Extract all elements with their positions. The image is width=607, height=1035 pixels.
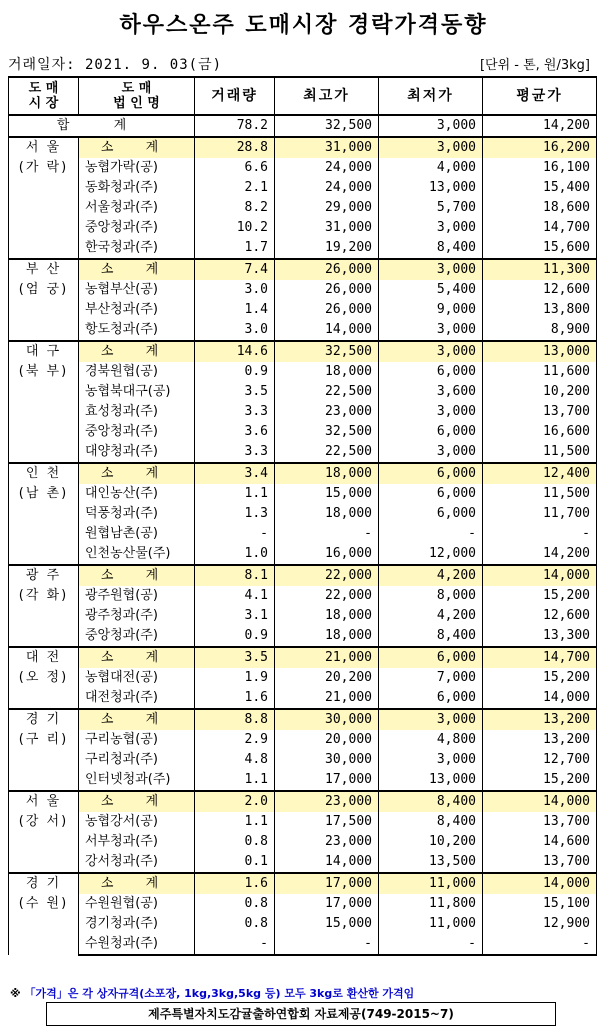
volume-cell: 4.8: [195, 750, 275, 770]
corp-name: 광주원협(공): [79, 586, 195, 606]
corp-name: 소 계: [79, 647, 195, 668]
table-row: [9, 178, 597, 198]
table-row: [9, 198, 597, 218]
subtotal-row: [9, 463, 597, 484]
min-price-cell: 3,000: [379, 402, 483, 422]
max-price-cell: 22,500: [275, 442, 379, 463]
avg-price-cell: 15,100: [483, 894, 597, 914]
table-row: [9, 730, 597, 750]
min-price-cell: 3,000: [379, 341, 483, 362]
max-price-cell: 17,000: [275, 873, 379, 894]
total-min: 3,000: [379, 115, 483, 137]
avg-price-cell: 13,700: [483, 852, 597, 873]
table-row: [9, 238, 597, 259]
max-price-cell: 31,000: [275, 137, 379, 158]
table-row: [9, 442, 597, 463]
min-price-cell: -: [379, 524, 483, 544]
max-price-cell: 17,000: [275, 894, 379, 914]
corp-name: 소 계: [79, 259, 195, 280]
header-max: 최고가: [275, 77, 379, 115]
table-header-row: [9, 77, 597, 115]
min-price-cell: 3,000: [379, 137, 483, 158]
volume-cell: 0.9: [195, 626, 275, 647]
market-name: 경 기 (수 원): [9, 873, 79, 955]
max-price-cell: 14,000: [275, 320, 379, 341]
price-note: [10, 985, 414, 1001]
corp-name: 동화청과(주): [79, 178, 195, 198]
min-price-cell: 3,000: [379, 750, 483, 770]
volume-cell: 1.6: [195, 688, 275, 709]
max-price-cell: 30,000: [275, 750, 379, 770]
corp-name: 항도청과(주): [79, 320, 195, 341]
avg-price-cell: 16,200: [483, 137, 597, 158]
subtotal-row: [9, 709, 597, 730]
min-price-cell: 13,500: [379, 852, 483, 873]
total-avg: 14,200: [483, 115, 597, 137]
max-price-cell: 18,000: [275, 504, 379, 524]
volume-cell: 1.7: [195, 238, 275, 259]
corp-name: 한국청과(주): [79, 238, 195, 259]
table-row: [9, 320, 597, 341]
header-avg: 평균가: [483, 77, 597, 115]
table-row: [9, 668, 597, 688]
corp-name: 수원청과(주): [79, 934, 195, 955]
max-price-cell: -: [275, 934, 379, 955]
avg-price-cell: -: [483, 524, 597, 544]
min-price-cell: 10,200: [379, 832, 483, 852]
volume-cell: 3.5: [195, 647, 275, 668]
market-name: 부 산 (엄 궁): [9, 259, 79, 341]
max-price-cell: 14,000: [275, 852, 379, 873]
avg-price-cell: 12,600: [483, 606, 597, 626]
market-name: 대 구 (북 부): [9, 341, 79, 463]
market-name: 서 울 (가 락): [9, 137, 79, 259]
volume-cell: 0.8: [195, 914, 275, 934]
corp-name: 덕풍청과(주): [79, 504, 195, 524]
volume-cell: 3.0: [195, 280, 275, 300]
total-label: 합 계: [9, 115, 195, 137]
subtotal-row: [9, 341, 597, 362]
corp-name: 소 계: [79, 341, 195, 362]
avg-price-cell: 13,300: [483, 626, 597, 647]
volume-cell: 3.3: [195, 442, 275, 463]
volume-cell: 28.8: [195, 137, 275, 158]
price-table: [8, 76, 597, 956]
corp-name: 소 계: [79, 873, 195, 894]
min-price-cell: 8,000: [379, 586, 483, 606]
min-price-cell: 13,000: [379, 178, 483, 198]
volume-cell: 3.4: [195, 463, 275, 484]
avg-price-cell: 15,200: [483, 668, 597, 688]
avg-price-cell: 13,200: [483, 709, 597, 730]
table-row: [9, 750, 597, 770]
min-price-cell: 12,000: [379, 544, 483, 565]
total-max: 32,500: [275, 115, 379, 137]
table-row: [9, 770, 597, 791]
min-price-cell: 3,000: [379, 320, 483, 341]
table-row: [9, 362, 597, 382]
corp-name: 서울청과(주): [79, 198, 195, 218]
volume-cell: 3.3: [195, 402, 275, 422]
table-row: [9, 894, 597, 914]
avg-price-cell: 8,900: [483, 320, 597, 341]
corp-name: 농협강서(공): [79, 812, 195, 832]
avg-price-cell: 16,600: [483, 422, 597, 442]
corp-name: 효성청과(주): [79, 402, 195, 422]
page-title: 하우스온주 도매시장 경락가격동향: [119, 13, 488, 38]
corp-name: 농협가락(공): [79, 158, 195, 178]
avg-price-cell: 12,600: [483, 280, 597, 300]
min-price-cell: 6,000: [379, 484, 483, 504]
max-price-cell: 20,200: [275, 668, 379, 688]
max-price-cell: 24,000: [275, 178, 379, 198]
table-row: [9, 688, 597, 709]
source-box: 제주특별자치도감귤출하연합회 자료제공(749-2015~7): [46, 1002, 556, 1026]
volume-cell: 4.1: [195, 586, 275, 606]
min-price-cell: 9,000: [379, 300, 483, 320]
corp-name: 농협대전(공): [79, 668, 195, 688]
avg-price-cell: 14,000: [483, 565, 597, 586]
max-price-cell: 32,500: [275, 422, 379, 442]
table-row: [9, 832, 597, 852]
subtotal-row: [9, 647, 597, 668]
corp-name: 인천농산물(주): [79, 544, 195, 565]
min-price-cell: 6,000: [379, 362, 483, 382]
table-row: [9, 218, 597, 238]
avg-price-cell: 13,700: [483, 812, 597, 832]
avg-price-cell: -: [483, 934, 597, 955]
table-row: [9, 402, 597, 422]
max-price-cell: 17,500: [275, 812, 379, 832]
min-price-cell: 8,400: [379, 791, 483, 812]
volume-cell: 0.9: [195, 362, 275, 382]
volume-cell: 3.0: [195, 320, 275, 341]
max-price-cell: 15,000: [275, 484, 379, 504]
min-price-cell: 3,000: [379, 442, 483, 463]
volume-cell: 2.9: [195, 730, 275, 750]
max-price-cell: 17,000: [275, 770, 379, 791]
min-price-cell: 8,400: [379, 238, 483, 259]
avg-price-cell: 15,600: [483, 238, 597, 259]
volume-cell: 3.6: [195, 422, 275, 442]
corp-name: 소 계: [79, 565, 195, 586]
avg-price-cell: 16,100: [483, 158, 597, 178]
table-row: [9, 914, 597, 934]
min-price-cell: -: [379, 934, 483, 955]
min-price-cell: 6,000: [379, 463, 483, 484]
corp-name: 경북원협(공): [79, 362, 195, 382]
min-price-cell: 4,200: [379, 565, 483, 586]
avg-price-cell: 13,000: [483, 341, 597, 362]
min-price-cell: 13,000: [379, 770, 483, 791]
max-price-cell: 26,000: [275, 280, 379, 300]
avg-price-cell: 11,500: [483, 484, 597, 504]
max-price-cell: 18,000: [275, 606, 379, 626]
max-price-cell: -: [275, 524, 379, 544]
min-price-cell: 6,000: [379, 504, 483, 524]
avg-price-cell: 10,200: [483, 382, 597, 402]
table-row: [9, 934, 597, 955]
volume-cell: 3.1: [195, 606, 275, 626]
avg-price-cell: 14,000: [483, 873, 597, 894]
volume-cell: 1.6: [195, 873, 275, 894]
max-price-cell: 18,000: [275, 463, 379, 484]
corp-name: 인터넷청과(주): [79, 770, 195, 791]
table-row: [9, 812, 597, 832]
volume-cell: -: [195, 524, 275, 544]
unit-label: [단위 - 톤, 원/3kg]: [479, 58, 590, 73]
min-price-cell: 4,200: [379, 606, 483, 626]
avg-price-cell: 15,400: [483, 178, 597, 198]
max-price-cell: 30,000: [275, 709, 379, 730]
corp-name: 소 계: [79, 709, 195, 730]
volume-cell: 1.0: [195, 544, 275, 565]
table-row: [9, 300, 597, 320]
volume-cell: 0.8: [195, 894, 275, 914]
volume-cell: 1.9: [195, 668, 275, 688]
table-row: [9, 524, 597, 544]
avg-price-cell: 14,700: [483, 218, 597, 238]
corp-name: 경기청과(주): [79, 914, 195, 934]
corp-name: 대양청과(주): [79, 442, 195, 463]
table-row: [9, 280, 597, 300]
corp-name: 중앙청과(주): [79, 422, 195, 442]
max-price-cell: 22,000: [275, 565, 379, 586]
min-price-cell: 11,800: [379, 894, 483, 914]
avg-price-cell: 13,200: [483, 730, 597, 750]
volume-cell: 14.6: [195, 341, 275, 362]
table-row: [9, 544, 597, 565]
corp-name: 농협부산(공): [79, 280, 195, 300]
avg-price-cell: 13,800: [483, 300, 597, 320]
volume-cell: 0.8: [195, 832, 275, 852]
market-name: 대 전 (오 정): [9, 647, 79, 709]
corp-name: 부산청과(주): [79, 300, 195, 320]
volume-cell: 1.3: [195, 504, 275, 524]
min-price-cell: 3,000: [379, 259, 483, 280]
avg-price-cell: 11,700: [483, 504, 597, 524]
min-price-cell: 6,000: [379, 688, 483, 709]
subtotal-row: [9, 565, 597, 586]
header-corp: 도 매 법 인 명: [79, 77, 195, 115]
table-row: [9, 586, 597, 606]
header-market: 도 매 시 장: [9, 77, 79, 115]
corp-name: 강서청과(주): [79, 852, 195, 873]
corp-name: 대전청과(주): [79, 688, 195, 709]
table-row: [9, 422, 597, 442]
min-price-cell: 3,000: [379, 709, 483, 730]
avg-price-cell: 12,700: [483, 750, 597, 770]
min-price-cell: 6,000: [379, 647, 483, 668]
header-min: 최저가: [379, 77, 483, 115]
subtotal-row: [9, 873, 597, 894]
table-row: [9, 626, 597, 647]
max-price-cell: 21,000: [275, 647, 379, 668]
corp-name: 소 계: [79, 137, 195, 158]
avg-price-cell: 14,000: [483, 688, 597, 709]
volume-cell: -: [195, 934, 275, 955]
min-price-cell: 5,700: [379, 198, 483, 218]
min-price-cell: 6,000: [379, 422, 483, 442]
volume-cell: 1.1: [195, 770, 275, 791]
max-price-cell: 26,000: [275, 300, 379, 320]
table-row: [9, 852, 597, 873]
header-volume: 거래량: [195, 77, 275, 115]
volume-cell: 7.4: [195, 259, 275, 280]
min-price-cell: 4,000: [379, 158, 483, 178]
min-price-cell: 3,600: [379, 382, 483, 402]
avg-price-cell: 14,200: [483, 544, 597, 565]
min-price-cell: 7,000: [379, 668, 483, 688]
avg-price-cell: 14,600: [483, 832, 597, 852]
avg-price-cell: 11,300: [483, 259, 597, 280]
avg-price-cell: 18,600: [483, 198, 597, 218]
corp-name: 원협남촌(공): [79, 524, 195, 544]
min-price-cell: 5,400: [379, 280, 483, 300]
corp-name: 구리청과(주): [79, 750, 195, 770]
corp-name: 소 계: [79, 791, 195, 812]
avg-price-cell: 12,900: [483, 914, 597, 934]
table-row: [9, 606, 597, 626]
corp-name: 중앙청과(주): [79, 218, 195, 238]
note-mark: ※: [10, 987, 21, 1000]
max-price-cell: 21,000: [275, 688, 379, 709]
max-price-cell: 16,000: [275, 544, 379, 565]
corp-name: 서부청과(주): [79, 832, 195, 852]
info-row: [8, 54, 590, 72]
table-row: [9, 158, 597, 178]
volume-cell: 6.6: [195, 158, 275, 178]
volume-cell: 10.2: [195, 218, 275, 238]
corp-name: 광주청과(주): [79, 606, 195, 626]
avg-price-cell: 11,500: [483, 442, 597, 463]
max-price-cell: 23,000: [275, 832, 379, 852]
max-price-cell: 18,000: [275, 362, 379, 382]
min-price-cell: 3,000: [379, 218, 483, 238]
volume-cell: 8.8: [195, 709, 275, 730]
avg-price-cell: 13,700: [483, 402, 597, 422]
avg-price-cell: 11,600: [483, 362, 597, 382]
volume-cell: 8.2: [195, 198, 275, 218]
table-row: [9, 504, 597, 524]
market-name: 경 기 (구 리): [9, 709, 79, 791]
max-price-cell: 23,000: [275, 402, 379, 422]
volume-cell: 3.5: [195, 382, 275, 402]
corp-name: 소 계: [79, 463, 195, 484]
avg-price-cell: 15,200: [483, 586, 597, 606]
min-price-cell: 8,400: [379, 626, 483, 647]
max-price-cell: 24,000: [275, 158, 379, 178]
max-price-cell: 19,200: [275, 238, 379, 259]
subtotal-row: [9, 137, 597, 158]
max-price-cell: 22,500: [275, 382, 379, 402]
max-price-cell: 15,000: [275, 914, 379, 934]
min-price-cell: 11,000: [379, 873, 483, 894]
avg-price-cell: 15,200: [483, 770, 597, 791]
max-price-cell: 29,000: [275, 198, 379, 218]
subtotal-row: [9, 259, 597, 280]
avg-price-cell: 12,400: [483, 463, 597, 484]
max-price-cell: 23,000: [275, 791, 379, 812]
corp-name: 수원원협(공): [79, 894, 195, 914]
market-name: 서 울 (강 서): [9, 791, 79, 873]
avg-price-cell: 14,700: [483, 647, 597, 668]
max-price-cell: 32,500: [275, 341, 379, 362]
market-name: 인 천 (남 촌): [9, 463, 79, 565]
corp-name: 중앙청과(주): [79, 626, 195, 647]
trade-date: 거래일자: 2021. 9. 03(금): [8, 57, 223, 73]
max-price-cell: 31,000: [275, 218, 379, 238]
total-row: [9, 115, 597, 137]
volume-cell: 1.1: [195, 812, 275, 832]
volume-cell: 2.1: [195, 178, 275, 198]
max-price-cell: 22,000: [275, 586, 379, 606]
min-price-cell: 11,000: [379, 914, 483, 934]
volume-cell: 2.0: [195, 791, 275, 812]
corp-name: 농협북대구(공): [79, 382, 195, 402]
note-text: 「가격」은 각 상자규격(소포장, 1kg,3kg,5kg 등) 모두 3kg로 환산한 가격임: [24, 987, 415, 1000]
volume-cell: 0.1: [195, 852, 275, 873]
market-name: 광 주 (각 화): [9, 565, 79, 647]
avg-price-cell: 14,000: [483, 791, 597, 812]
table-row: [9, 484, 597, 504]
corp-name: 구리농협(공): [79, 730, 195, 750]
volume-cell: 1.4: [195, 300, 275, 320]
min-price-cell: 4,800: [379, 730, 483, 750]
subtotal-row: [9, 791, 597, 812]
max-price-cell: 20,000: [275, 730, 379, 750]
total-volume: 78.2: [195, 115, 275, 137]
min-price-cell: 8,400: [379, 812, 483, 832]
max-price-cell: 18,000: [275, 626, 379, 647]
table-row: [9, 382, 597, 402]
max-price-cell: 26,000: [275, 259, 379, 280]
volume-cell: 8.1: [195, 565, 275, 586]
volume-cell: 1.1: [195, 484, 275, 504]
corp-name: 대인농산(주): [79, 484, 195, 504]
